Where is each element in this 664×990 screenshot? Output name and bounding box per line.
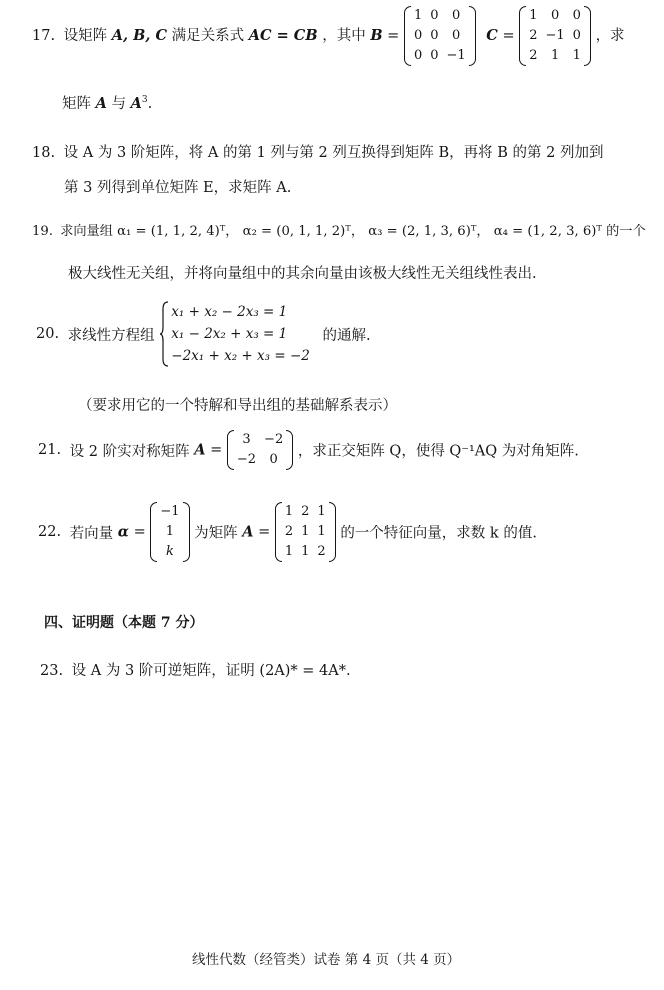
question-number: 19. [32,224,53,239]
question-text: 满足关系式 [171,28,245,44]
matrix-cell: 0 [413,28,423,43]
matrix-cell: 1 [284,504,294,519]
question-23 [40,659,351,680]
matrix-cell: 1 [301,524,310,539]
question-text: ，求 [595,28,625,44]
question-text: 的一个特征向量，求数 k 的值. [340,525,537,542]
matrix-cell: 0 [413,48,423,63]
question-number: 18. [32,145,56,161]
matrix-a-label: A [194,441,206,459]
question-text: ，求正交矩阵 Q，使得 Q⁻¹AQ 为对角矩阵. [297,443,579,460]
exponent: 3 [141,95,148,106]
matrix-cell: −1 [446,48,466,63]
question-text: 设 2 阶实对称矩阵 [69,443,190,460]
matrix-cell: 0 [430,48,439,63]
matrix-cell: 1 [284,544,294,559]
matrix-a [227,430,293,470]
page-footer: 线性代数（经管类）试卷 第 4 页（共 4 页） [192,952,461,968]
matrix-cell: 2 [301,504,310,519]
question-18 [32,141,603,162]
matrix-cell: 1 [301,544,310,559]
question-text: 极大线性无关组，并将向量组中的其余向量由该极大线性无关组线性表出. [68,266,537,282]
relation-equation: AC = CB [248,27,318,44]
question-text: 若向量 [69,525,114,542]
question-text: ，其中 [322,28,366,44]
question-text: 求线性方程组 [67,327,155,344]
matrix-cell: 1 [572,48,581,63]
equation-2: x₁ − 2x₂ + x₃ = 1 [171,326,288,342]
matrix-cell: 1 [317,504,326,519]
section-title: 四、证明题（本题 7 分） [44,615,204,631]
matrix-a-cubed: A [130,95,142,112]
matrix-c [519,6,591,66]
question-text: 的通解. [322,327,371,344]
left-brace-icon [159,301,169,367]
matrix-cell: 0 [451,28,461,43]
question-text: 设 A 为 3 阶矩阵，将 A 的第 1 列与第 2 列互换得到矩阵 B，再将 B 的第 2 列加到 [63,145,604,161]
matrix-cell: 0 [572,8,581,23]
question-text: 为矩阵 [194,525,238,542]
matrix-cell: 3 [242,432,251,447]
question-text: 与 [111,96,126,112]
equation-1: x₁ + x₂ − 2x₃ = 1 [171,304,288,320]
question-20 [36,301,371,367]
question-number: 22. [38,524,62,540]
note-text: （要求用它的一个特解和导出组的基础解系表示） [78,398,397,414]
matrix-b-label: B [370,27,383,44]
question-text: 矩阵 [62,96,91,112]
matrix-cell: 1 [165,524,175,539]
matrix-cell: 2 [529,48,538,63]
question-20-note [78,394,397,415]
matrix-cell: −1 [160,504,180,519]
question-number: 23. [40,663,64,679]
equation-3: −2x₁ + x₂ + x₃ = −2 [171,348,310,364]
equation-system [159,301,310,367]
matrix-cell: 0 [269,452,278,467]
matrix-cell: 1 [550,48,560,63]
matrix-a-label: A [242,523,254,541]
question-text: 求向量组 α₁ = (1, 1, 2, 4)ᵀ， α₂ = (0, 1, 1, 2)ᵀ， α₃ = (2, 1, 3, 6)ᵀ， α₄ = (1, 2, 3, 6)ᵀ 的一个 [60,224,646,239]
matrix-cell: −2 [236,452,257,467]
period: . [147,96,153,112]
question-19 [32,220,646,239]
question-text: 设矩阵 [63,28,108,44]
matrix-a [275,502,336,562]
vector-alpha-label: α [117,523,129,541]
matrix-cell: 0 [430,8,439,23]
vector-alpha [150,502,189,562]
matrix-cell: 0 [572,28,581,43]
question-text: 第 3 列得到单位矩阵 E，求矩阵 A. [64,180,292,196]
matrix-a-label: A [95,95,107,112]
matrix-b [404,6,476,66]
question-19-line2 [68,262,537,283]
question-text: 设 A 为 3 阶可逆矩阵，证明 (2A)* = 4A*. [71,663,351,679]
matrix-cell: −2 [264,432,284,447]
question-21: 21. 设 2 阶实对称矩阵 A = 3 −2 −2 0 ，求正交矩阵 Q，使得 Q⁻¹AQ 为对角矩阵. [38,430,579,470]
question-number: 21. [38,442,62,458]
matrix-cell: 1 [529,8,538,23]
question-number: 17. [32,28,56,44]
question-18-line2 [64,176,291,197]
matrix-cell: 2 [284,524,294,539]
matrix-cell: 0 [430,28,439,43]
matrix-cell: 1 [413,8,423,23]
matrix-c-label: C [486,27,498,44]
matrix-cell: 0 [550,8,560,23]
question-number: 20. [36,326,60,342]
question-17-line2 [62,92,152,113]
matrix-cell: 2 [529,28,538,43]
matrix-names: A, B, C [111,27,168,44]
matrix-cell: 1 [317,524,326,539]
matrix-cell: k [165,544,174,559]
matrix-cell: 2 [317,544,326,559]
matrix-cell: −1 [545,28,565,43]
question-17: 17. 设矩阵 A, B, C 满足关系式 AC = CB ，其中 B = 1 0 0 0 0 0 0 0 −1 C = 1 0 0 2 −1 0 2 1 1 ，求 [32,6,625,66]
matrix-cell: 0 [451,8,461,23]
question-22: 22. 若向量 α = −1 1 k 为矩阵 A = 1 2 1 2 1 1 1 1 2 的一个特征向量，求数 k 的值. [38,502,537,562]
